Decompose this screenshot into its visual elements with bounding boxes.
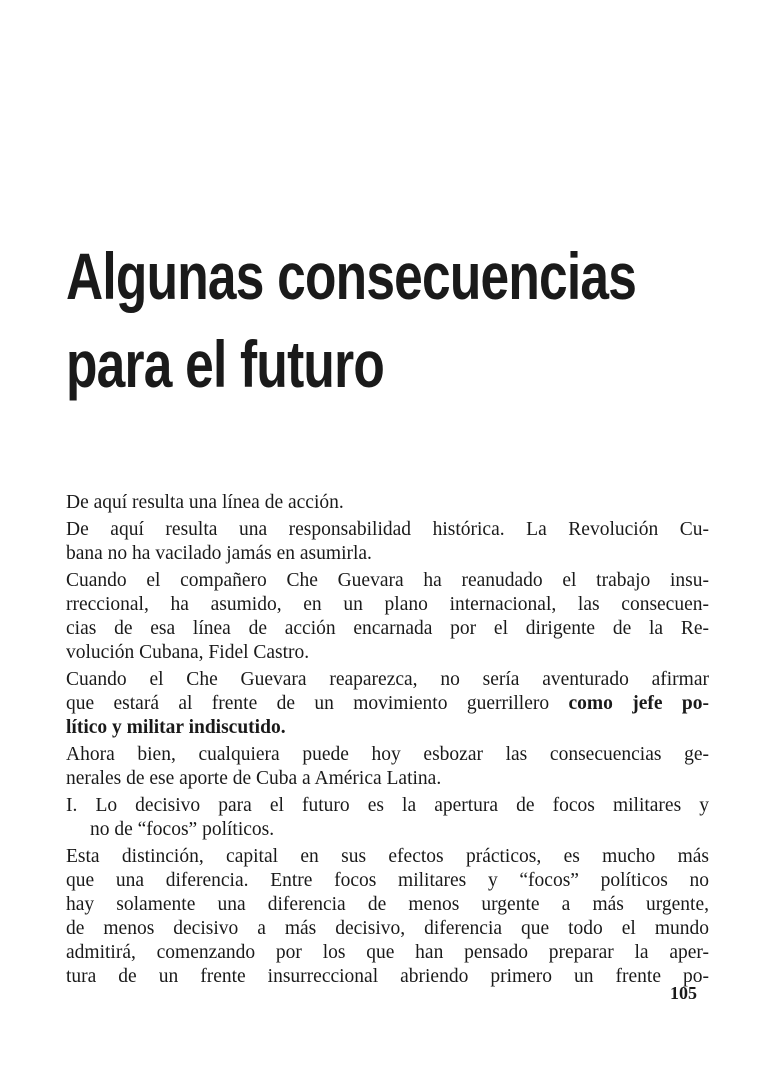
paragraph-line: bana no ha vacilado jamás en asumirla. bbox=[66, 543, 372, 564]
paragraph-line: que una diferencia. Entre focos militares y “focos” políticos no bbox=[66, 870, 709, 891]
paragraph-3 bbox=[66, 569, 709, 665]
bold-text: como jefe po- bbox=[568, 693, 709, 714]
numbered-paragraph-1 bbox=[66, 794, 709, 842]
paragraph-line: hay solamente una diferencia de menos urgente a más urgente, bbox=[66, 894, 709, 915]
plain-text: que estará al frente de un movimiento guerrillero bbox=[66, 693, 569, 714]
paragraph-line: lítico y militar indiscutido. bbox=[66, 717, 286, 738]
paragraph-7 bbox=[66, 845, 709, 989]
paragraph-line: Cuando el Che Guevara reaparezca, no sería aventurado afirmar bbox=[66, 669, 709, 690]
paragraph-line: admitirá, comenzando por los que han pensado preparar la aper- bbox=[66, 942, 709, 963]
paragraph-line: Esta distinción, capital en sus efectos prácticos, es mucho más bbox=[66, 846, 709, 867]
paragraph-line: rreccional, ha asumido, en un plano internacional, las consecuen- bbox=[66, 594, 709, 615]
paragraph-line: nerales de ese aporte de Cuba a América Latina. bbox=[66, 768, 442, 789]
body-text bbox=[66, 491, 709, 992]
chapter-title-line-2: para el futuro bbox=[66, 327, 385, 401]
paragraph-line: Cuando el compañero Che Guevara ha reanudado el trabajo insu- bbox=[66, 570, 709, 591]
paragraph-line: no de “focos” políticos. bbox=[90, 819, 275, 840]
paragraph-line bbox=[66, 692, 709, 716]
paragraph-line: Ahora bien, cualquiera puede hoy esbozar las consecuencias ge- bbox=[66, 744, 709, 765]
paragraph-line: volución Cubana, Fidel Castro. bbox=[66, 642, 310, 663]
chapter-title bbox=[66, 232, 637, 408]
paragraph-line: I. Lo decisivo para el futuro es la apertura de focos militares y bbox=[66, 795, 709, 816]
paragraph-2 bbox=[66, 518, 709, 566]
paragraph-line: De aquí resulta una responsabilidad histórica. La Revolución Cu- bbox=[66, 519, 709, 540]
paragraph-4 bbox=[66, 668, 709, 740]
page-number: 105 bbox=[670, 983, 697, 1003]
paragraph-5 bbox=[66, 743, 709, 791]
paragraph-line: de menos decisivo a más decisivo, diferencia que todo el mundo bbox=[66, 918, 709, 939]
paragraph-line: tura de un frente insurreccional abriendo primero un frente po- bbox=[66, 966, 709, 987]
paragraph-line: De aquí resulta una línea de acción. bbox=[66, 492, 344, 513]
paragraph-1 bbox=[66, 491, 709, 515]
chapter-title-line-1: Algunas consecuencias bbox=[66, 239, 637, 313]
paragraph-line: cias de esa línea de acción encarnada por el dirigente de la Re- bbox=[66, 618, 709, 639]
